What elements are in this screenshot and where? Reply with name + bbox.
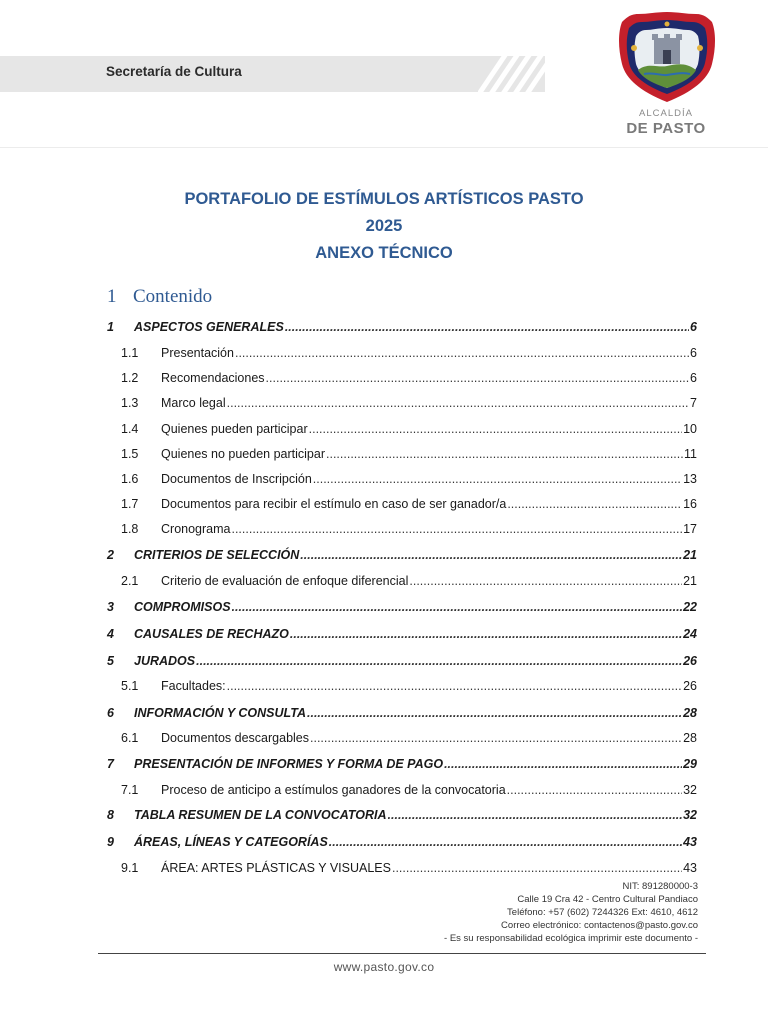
toc-entry[interactable] bbox=[107, 472, 697, 486]
toc-leader-dots bbox=[232, 600, 683, 614]
toc-entry-page: 32 bbox=[683, 808, 697, 822]
toc-heading-number: 1 bbox=[107, 286, 117, 307]
toc-entry[interactable] bbox=[107, 706, 697, 720]
toc-entry-page: 21 bbox=[683, 548, 697, 562]
toc-entry-number: 1.8 bbox=[121, 522, 139, 536]
toc-entry-number: 1 bbox=[107, 320, 114, 334]
toc-entry[interactable] bbox=[107, 396, 697, 410]
toc-entry[interactable] bbox=[107, 574, 697, 588]
toc-leader-dots bbox=[196, 654, 682, 668]
toc-entry-number: 1.5 bbox=[121, 447, 139, 461]
toc-leader-dots bbox=[507, 783, 682, 797]
toc-entry-number: 8 bbox=[107, 808, 114, 822]
toc-entry-number: 1.4 bbox=[121, 422, 139, 436]
toc-leader-dots bbox=[329, 835, 682, 849]
toc-entry-number: 2.1 bbox=[121, 574, 139, 588]
toc-leader-dots bbox=[310, 731, 682, 745]
toc-heading-label: Contenido bbox=[133, 286, 213, 307]
toc-leader-dots bbox=[285, 320, 689, 334]
toc-entry-page: 21 bbox=[683, 574, 697, 588]
toc-leader-dots bbox=[307, 706, 682, 720]
org-name: Secretaría de Cultura bbox=[106, 64, 242, 79]
toc-leader-dots bbox=[388, 808, 683, 822]
toc-entry-label: Criterio de evaluación de enfoque diferencial bbox=[161, 574, 409, 588]
toc-entry[interactable] bbox=[107, 731, 697, 745]
toc-entry-page: 7 bbox=[690, 396, 697, 410]
toc-entry-page: 26 bbox=[683, 654, 697, 668]
toc-entry-number: 7.1 bbox=[121, 783, 139, 797]
footer-nit: NIT: 891280000-3 bbox=[622, 881, 698, 892]
toc-leader-dots bbox=[266, 371, 690, 385]
toc-entry[interactable] bbox=[107, 835, 697, 849]
toc-leader-dots bbox=[309, 422, 682, 436]
document-subtitle: ANEXO TÉCNICO bbox=[315, 244, 453, 262]
toc-entry[interactable] bbox=[107, 371, 697, 385]
toc-entry-number: 7 bbox=[107, 757, 114, 771]
toc-entry-label: ASPECTOS GENERALES bbox=[134, 320, 284, 334]
toc-entry[interactable] bbox=[107, 600, 697, 614]
toc-entry-number: 4 bbox=[107, 627, 114, 641]
toc-entry[interactable] bbox=[107, 861, 697, 875]
toc-entry-number: 5.1 bbox=[121, 679, 139, 693]
footer-url: www.pasto.gov.co bbox=[333, 960, 435, 974]
toc-entry-label: Documentos descargables bbox=[161, 731, 309, 745]
toc-entry-label: Facultades: bbox=[161, 679, 226, 693]
toc-entry-page: 28 bbox=[683, 706, 697, 720]
toc-entry[interactable] bbox=[107, 654, 697, 668]
toc-entry-page: 11 bbox=[684, 447, 697, 461]
header-divider bbox=[0, 147, 768, 148]
toc-entry-label: Marco legal bbox=[161, 396, 226, 410]
toc-entry-label: Quienes pueden participar bbox=[161, 422, 308, 436]
toc-entry-label: CAUSALES DE RECHAZO bbox=[134, 627, 289, 641]
toc-entry-page: 16 bbox=[683, 497, 697, 511]
toc-entry-page: 6 bbox=[690, 346, 697, 360]
toc-entry[interactable] bbox=[107, 679, 697, 693]
toc-entry-number: 6 bbox=[107, 706, 114, 720]
toc-leader-dots bbox=[235, 346, 689, 360]
toc-entry[interactable] bbox=[107, 447, 697, 461]
footer-eco-note: - Es su responsabilidad ecológica imprimir este documento - bbox=[444, 933, 698, 944]
toc-entry-label: Presentación bbox=[161, 346, 234, 360]
toc-entry[interactable] bbox=[107, 757, 697, 771]
toc-leader-dots bbox=[227, 396, 689, 410]
toc-entry-page: 26 bbox=[683, 679, 697, 693]
toc-entry-page: 6 bbox=[690, 320, 697, 334]
toc-entry-page: 10 bbox=[683, 422, 697, 436]
toc-entry-label: PRESENTACIÓN DE INFORMES Y FORMA DE PAGO bbox=[134, 757, 444, 771]
toc-leader-dots bbox=[326, 447, 683, 461]
toc-entry-number: 1.3 bbox=[121, 396, 139, 410]
toc-entry[interactable] bbox=[107, 346, 697, 360]
toc-leader-dots bbox=[290, 627, 682, 641]
toc-entry[interactable] bbox=[107, 422, 697, 436]
toc-entry-label: Documentos de Inscripción bbox=[161, 472, 312, 486]
toc-entry-page: 24 bbox=[683, 627, 697, 641]
footer-contact bbox=[444, 880, 698, 945]
toc-entry-label: Recomendaciones bbox=[161, 371, 265, 385]
toc-entry[interactable] bbox=[107, 808, 697, 822]
toc-entry-label: Documentos para recibir el estímulo en caso de ser ganador/a bbox=[161, 497, 507, 511]
toc-entry-number: 6.1 bbox=[121, 731, 139, 745]
toc-leader-dots bbox=[231, 522, 682, 536]
toc-entry-label: ÁREAS, LÍNEAS Y CATEGORÍAS bbox=[134, 835, 328, 849]
toc-entry-label: Proceso de anticipo a estímulos ganadores de la convocatoria bbox=[161, 783, 506, 797]
document-title: PORTAFOLIO DE ESTÍMULOS ARTÍSTICOS PASTO bbox=[184, 190, 584, 208]
toc-entry-number: 1.6 bbox=[121, 472, 139, 486]
toc-entry[interactable] bbox=[107, 627, 697, 641]
toc-entry-number: 2 bbox=[107, 548, 114, 562]
toc-entry-label: JURADOS bbox=[134, 654, 196, 668]
toc-heading bbox=[107, 286, 212, 308]
toc-entry[interactable] bbox=[107, 320, 697, 334]
toc-entry-page: 32 bbox=[683, 783, 697, 797]
toc-entry[interactable] bbox=[107, 548, 697, 562]
toc-entry-label: COMPROMISOS bbox=[134, 600, 231, 614]
logo-text-top: ALCALDÍA bbox=[639, 108, 693, 119]
toc-leader-dots bbox=[313, 472, 682, 486]
footer-address: Calle 19 Cra 42 - Centro Cultural Pandiaco bbox=[517, 894, 698, 905]
header-band bbox=[0, 56, 545, 92]
toc-entry-label: INFORMACIÓN Y CONSULTA bbox=[134, 706, 306, 720]
footer-email: Correo electrónico: contactenos@pasto.gov.co bbox=[501, 920, 698, 931]
toc-entry-label: ÁREA: ARTES PLÁSTICAS Y VISUALES bbox=[161, 861, 391, 875]
document-year: 2025 bbox=[365, 217, 403, 235]
toc-entry-page: 13 bbox=[683, 472, 697, 486]
toc-entry-number: 9 bbox=[107, 835, 114, 849]
toc-leader-dots bbox=[507, 497, 682, 511]
toc-entry-number: 3 bbox=[107, 600, 114, 614]
toc-entry-label: CRITERIOS DE SELECCIÓN bbox=[134, 548, 300, 562]
toc-leader-dots bbox=[392, 861, 682, 875]
toc-entry-number: 9.1 bbox=[121, 861, 139, 875]
toc-entry-page: 22 bbox=[683, 600, 697, 614]
toc-leader-dots bbox=[227, 679, 682, 693]
toc-entry-page: 43 bbox=[683, 861, 697, 875]
toc-entry-number: 1.7 bbox=[121, 497, 139, 511]
toc-leader-dots bbox=[300, 548, 682, 562]
footer-phone: Teléfono: +57 (602) 7244326 Ext: 4610, 4612 bbox=[507, 907, 698, 918]
toc-entry[interactable] bbox=[107, 497, 697, 511]
toc-entry-label: TABLA RESUMEN DE LA CONVOCATORIA bbox=[134, 808, 387, 822]
toc-entry-page: 28 bbox=[683, 731, 697, 745]
logo-text-bottom: DE PASTO bbox=[626, 120, 706, 137]
toc-entry[interactable] bbox=[107, 522, 697, 536]
toc-entry-number: 1.1 bbox=[121, 346, 139, 360]
toc-entry-number: 1.2 bbox=[121, 371, 139, 385]
toc-entry-label: Cronograma bbox=[161, 522, 231, 536]
header-stripes bbox=[478, 56, 558, 92]
toc-entry-label: Quienes no pueden participar bbox=[161, 447, 326, 461]
toc-leader-dots bbox=[409, 574, 682, 588]
toc-entry-page: 17 bbox=[683, 522, 697, 536]
toc-leader-dots bbox=[444, 757, 682, 771]
toc-entry-number: 5 bbox=[107, 654, 114, 668]
toc-entry[interactable] bbox=[107, 783, 697, 797]
footer-divider bbox=[98, 953, 706, 954]
toc-entry-page: 29 bbox=[683, 757, 697, 771]
toc-entry-page: 43 bbox=[683, 835, 697, 849]
toc-entry-page: 6 bbox=[690, 371, 697, 385]
